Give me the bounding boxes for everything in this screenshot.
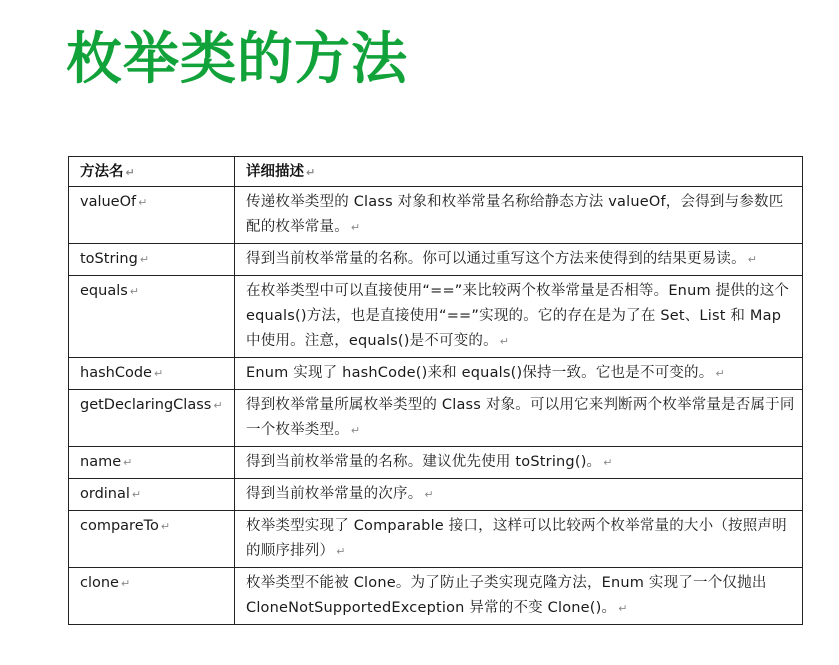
table-row [69, 511, 803, 568]
paragraph-mark-icon: ↵ [139, 253, 150, 266]
table-row [69, 358, 803, 390]
paragraph-mark-icon: ↵ [336, 545, 346, 558]
paragraph-mark-icon: ↵ [160, 520, 171, 533]
paragraph-mark-icon: ↵ [603, 456, 613, 469]
method-name-cell: valueOf ↵ [69, 187, 235, 244]
method-name-cell: hashCode ↵ [69, 358, 235, 390]
table-row [69, 447, 803, 479]
paragraph-mark-icon: ↵ [129, 285, 140, 298]
method-name-cell: equals ↵ [69, 276, 235, 358]
slide-title: 枚举类的方法 [66, 27, 408, 92]
table-row [69, 479, 803, 511]
paragraph-mark-icon: ↵ [123, 456, 133, 469]
description-cell: 得到枚举常量所属枚举类型的 Class 对象。可以用它来判断两个枚举常量是否属于同一个枚举类型。 ↵ [235, 390, 803, 447]
methods-table [68, 156, 803, 625]
table-row [69, 187, 803, 244]
method-name-cell: clone ↵ [69, 568, 235, 625]
table-row [69, 568, 803, 625]
paragraph-mark-icon: ↵ [424, 488, 434, 501]
description-cell: 枚举类型实现了 Comparable 接口，这样可以比较两个枚举常量的大小（按照声明的顺序排列） ↵ [235, 511, 803, 568]
description-cell: 得到当前枚举常量的次序。 ↵ [235, 479, 803, 511]
paragraph-mark-icon: ↵ [350, 424, 361, 437]
table-header-row [69, 157, 803, 187]
paragraph-mark-icon: ↵ [131, 488, 142, 501]
description-cell: 枚举类型不能被 Clone。为了防止子类实现克隆方法，Enum 实现了一个仅抛出 CloneNotSupportedException 异常的不变 Clone()。 ↵ [235, 568, 803, 625]
paragraph-mark-icon: ↵ [153, 367, 164, 380]
method-name-cell: ordinal ↵ [69, 479, 235, 511]
paragraph-mark-icon: ↵ [306, 166, 316, 179]
table-row [69, 244, 803, 276]
paragraph-mark-icon: ↵ [213, 399, 223, 412]
description-cell: 得到当前枚举常量的名称。建议优先使用 toString()。 ↵ [235, 447, 803, 479]
paragraph-mark-icon: ↵ [715, 367, 725, 380]
method-name-cell: name ↵ [69, 447, 235, 479]
table-row [69, 390, 803, 447]
description-cell: 传递枚举类型的 Class 对象和枚举常量名称给静态方法 valueOf，会得到与参数匹配的枚举常量。 ↵ [235, 187, 803, 244]
paragraph-mark-icon: ↵ [618, 602, 628, 615]
paragraph-mark-icon: ↵ [125, 166, 135, 179]
paragraph-mark-icon: ↵ [747, 253, 758, 266]
description-cell: 在枚举类型中可以直接使用“==”来比较两个枚举常量是否相等。Enum 提供的这个 equals()方法，也是直接使用“==”实现的。它的存在是为了在 Set、List 和 Map 中使用。注意，equals()是不可变的。 ↵ [235, 276, 803, 358]
method-name-cell: toString ↵ [69, 244, 235, 276]
header-method-name: 方法名 ↵ [69, 157, 235, 187]
method-name-cell: compareTo ↵ [69, 511, 235, 568]
description-cell: Enum 实现了 hashCode()来和 equals()保持一致。它也是不可变的。 ↵ [235, 358, 803, 390]
paragraph-mark-icon: ↵ [350, 221, 361, 234]
method-name-cell: getDeclaringClass ↵ [69, 390, 235, 447]
paragraph-mark-icon: ↵ [120, 577, 131, 590]
paragraph-mark-icon: ↵ [138, 196, 148, 209]
paragraph-mark-icon: ↵ [499, 335, 510, 348]
table-row [69, 276, 803, 358]
header-description: 详细描述 ↵ [235, 157, 803, 187]
description-cell: 得到当前枚举常量的名称。你可以通过重写这个方法来使得到的结果更易读。 ↵ [235, 244, 803, 276]
